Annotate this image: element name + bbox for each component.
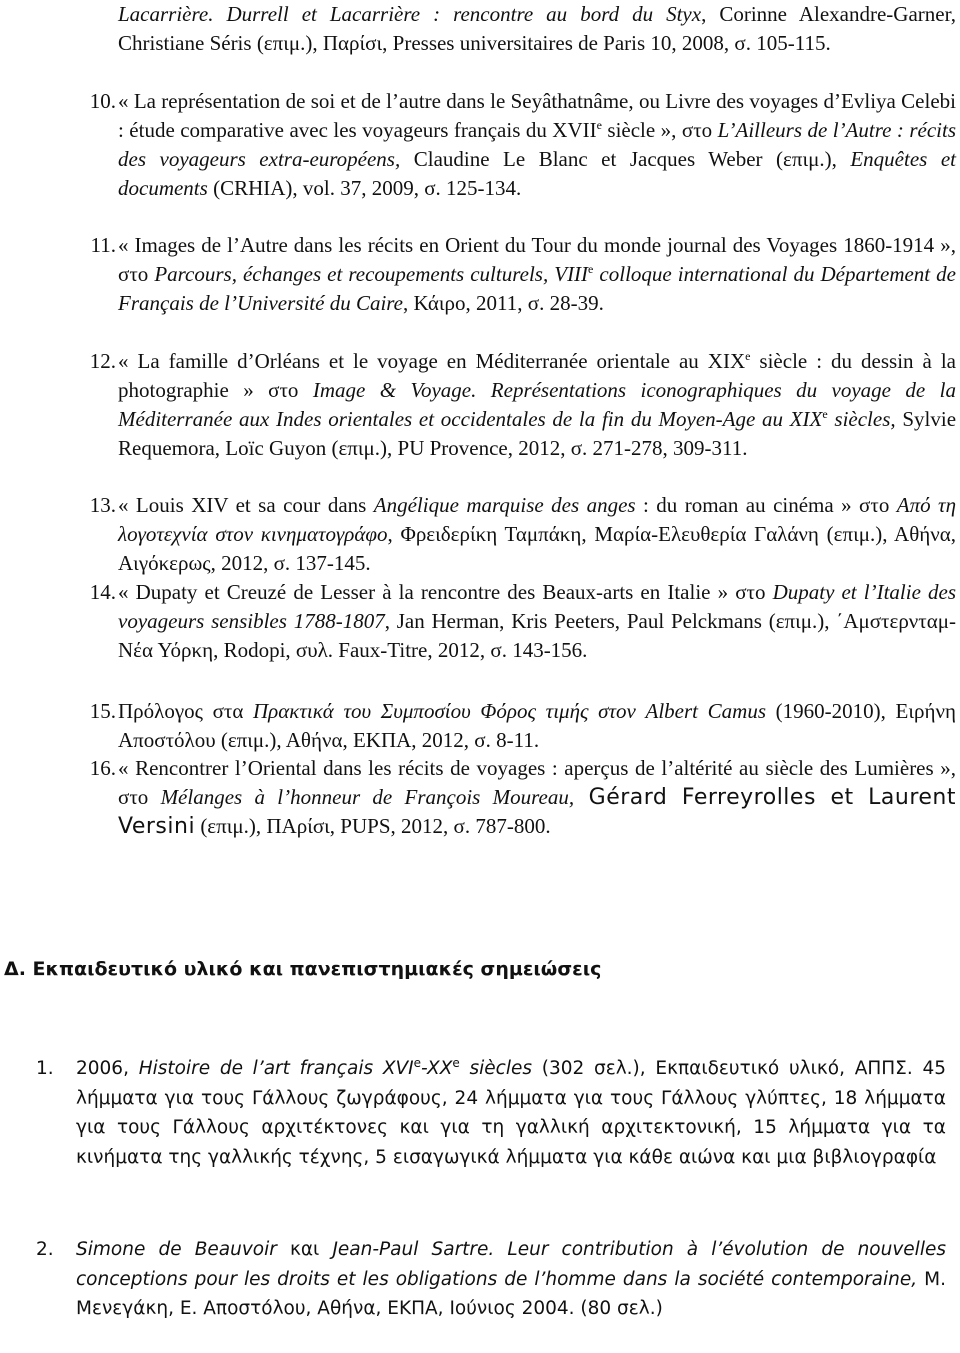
entry-italic: siècles, xyxy=(827,407,896,431)
entry-text: (CRHIA), vol. 37, 2009, σ. 125-134. xyxy=(207,176,522,200)
bibliography-entry xyxy=(90,231,956,318)
entry-9-rest: , Corinne Alexandre-Garner, Christiane Séris (επιμ.), Παρίσι, Presses universitaires de Paris 10, 2008, σ. 105-115. xyxy=(118,2,956,55)
superscript: e xyxy=(822,407,828,421)
superscript: e xyxy=(745,349,751,363)
entry-text: « Louis XIV et sa cour dans xyxy=(118,493,374,517)
entry-text: « La représentation de soi et de l’autre dans le Seyâthatnâme, ou Livre des voyages d’Evliya Celebi : étude comparative avec les voyageurs français du XVII xyxy=(118,89,956,142)
bibliography-entry xyxy=(89,347,957,463)
entry-text: siècle », στο xyxy=(601,118,718,142)
item-italic: Simone de Beauvoir xyxy=(76,1239,277,1260)
item-number: 2. xyxy=(36,1239,54,1260)
entry-text: : du roman au cinéma » στο xyxy=(635,493,897,517)
item-text: και xyxy=(276,1239,333,1260)
item-number: 1. xyxy=(36,1058,54,1079)
entry-italic: Angélique marquise des anges xyxy=(373,493,636,517)
entry-italic: Από τη λογοτεχνία στον κινηματογράφο xyxy=(118,493,956,546)
item-italic: Jean-Paul Sartre. Leur contribution à l’évolution de nouvelles conceptions pour les droits et les obligations de l’homme dans la société contemporaine, xyxy=(76,1239,946,1290)
entry-italic: Enquêtes et documents xyxy=(118,147,956,200)
entry-text: , Κάιρο, 2011, σ. 28-39. xyxy=(403,291,604,315)
entry-text: (επιμ.), ΠΑρίσι, PUPS, 2012, σ. 787-800. xyxy=(195,814,551,838)
entry-text: « La famille d’Orléans et le voyage en Méditerranée orientale au XIX xyxy=(118,349,746,373)
entry-text: « Rencontrer l’Oriental dans les récits de voyages : aperçus de l’altérité au siècle des Lumières », στο xyxy=(118,756,956,809)
item-text: (302 σελ.), Εκπαιδευτικό υλικό, ΑΠΠΣ. 45 λήμματα για τους Γάλλους ζωγράφους, 24 λήμματα για τους Γάλλους γλύπτες, 18 λήμματα για τους Γάλλους αρχιτέκτονες και για τη γαλλική αρχιτεκτονική, 15 λήμματα για τα κινήματα της γαλλικής τέχνης, 5 εισαγωγικά λήμματα για κάθε αιώνα και μια βιβλιογραφία xyxy=(76,1058,947,1168)
entry-text: Sylvie Requemora, Loïc Guyon (επιμ.), PU Provence, 2012, σ. 271-278, 309-311. xyxy=(118,407,957,460)
entry-9-title: Lacarrière. Durrell et Lacarrière : rencontre au bord du Styx xyxy=(118,2,702,26)
superscript: e xyxy=(452,1055,460,1070)
entry-text: Πρόλογος στα xyxy=(118,699,253,723)
entry-italic: Πρακτικά του Συμποσίου Φόρος τιμής στον Albert Camus xyxy=(253,699,767,723)
entry-number: 10. xyxy=(89,89,116,113)
entry-number: 14. xyxy=(89,580,116,604)
section-heading: Δ. Εκπαιδευτικό υλικό και πανεπιστημιακές σημειώσεις xyxy=(4,958,602,980)
entry-italic: Mélanges à l’honneur de François Moureau, xyxy=(160,785,575,809)
bibliography-entry xyxy=(89,754,957,841)
entry-text: « Images de l’Autre dans les récits en Orient du Tour du monde journal des Voyages 1860-1914 », στο xyxy=(118,233,956,286)
entry-italic: Image & Voyage. Représentations iconographiques du voyage de la Méditerranée aux Indes orientales et occidentales de la fin du Moyen-Age au XIX xyxy=(118,378,956,431)
entry-text: , Jan Herman, Kris Peeters, Paul Pelckmans (επιμ.), ΄Αμστερνταμ-Νέα Υόρκη, Rodopi, συλ. Faux-Titre, 2012, σ. 143-156. xyxy=(118,609,956,662)
bibliography-entry xyxy=(89,491,957,578)
entry-number: 11. xyxy=(90,233,116,257)
entry-text: Claudine Le Blanc et Jacques Weber (επιμ.), xyxy=(400,147,851,171)
entry-number: 16. xyxy=(89,756,116,780)
material-item xyxy=(36,1235,946,1324)
item-italic: siècles xyxy=(459,1058,533,1079)
entry-text: , Φρειδερίκη Ταμπάκη, Μαρία-Ελευθερία Γαλάνη (επιμ.), Αθήνα, Αιγόκερως, 2012, σ. 137-145. xyxy=(118,522,957,575)
entry-text: « Dupaty et Creuzé de Lesser à la rencontre des Beaux-arts en Italie » στο xyxy=(118,580,773,604)
entry-italic: Dupaty et l’Italie des voyageurs sensibles 1788-1807 xyxy=(118,580,956,633)
item-italic: Histoire de l’art français XVI xyxy=(138,1058,414,1079)
item-text: 2006, xyxy=(76,1058,139,1079)
entry-number: 15. xyxy=(89,699,116,723)
bibliography-entry xyxy=(89,578,956,665)
entry-italic: colloque international du Département de Français de l’Université du Caire xyxy=(118,262,956,315)
entry-italic: L’Ailleurs de l’Autre : récits des voyageurs extra-européens, xyxy=(118,118,956,171)
entry-number: 12. xyxy=(89,349,116,373)
item-text: Μ. Μενεγάκη, Ε. Αποστόλου, Αθήνα, ΕΚΠΑ, Ιούνιος 2004. (80 σελ.) xyxy=(76,1268,946,1319)
entry-text: (1960-2010), Ειρήνη Αποστόλου (επιμ.), Αθήνα, ΕΚΠΑ, 2012, σ. 8-11. xyxy=(118,699,956,752)
entry-number: 13. xyxy=(89,493,116,517)
entry-9-continuation xyxy=(118,0,956,58)
entry-text: siècle : du dessin à la photographie » στο xyxy=(118,349,956,402)
entry-editors: Gérard Ferreyrolles et Laurent Versini xyxy=(118,785,957,839)
item-italic: -XX xyxy=(421,1058,453,1079)
bibliography-entry xyxy=(89,697,956,755)
bibliography-entry xyxy=(89,87,956,203)
superscript: e xyxy=(413,1055,422,1070)
material-item xyxy=(36,1054,947,1172)
superscript: e xyxy=(596,118,602,132)
superscript: e xyxy=(588,262,594,276)
entry-italic: Parcours, échanges et recoupements culturels, VIII xyxy=(154,262,589,286)
